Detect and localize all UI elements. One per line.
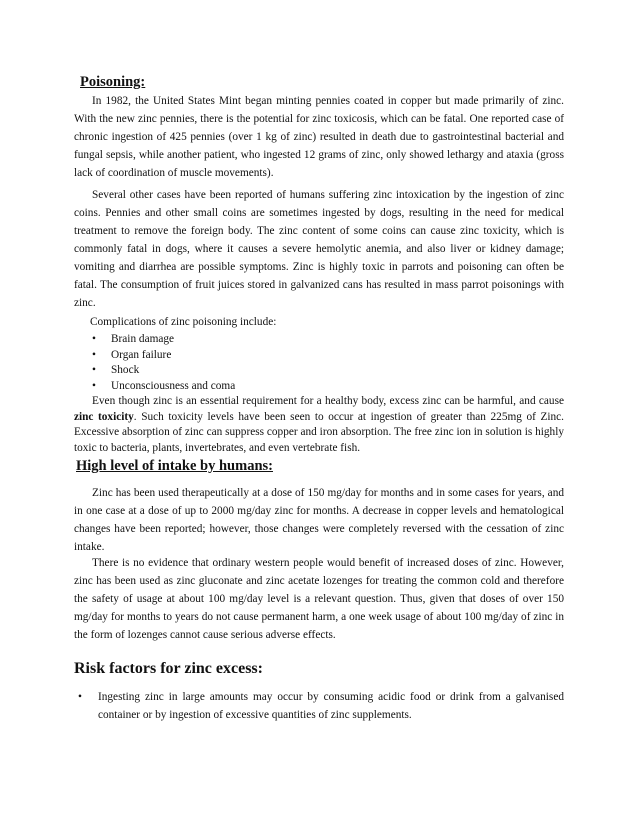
- bullet-icon: •: [92, 379, 96, 392]
- intake-paragraph-1: Zinc has been used therapeutically at a dose of 150 mg/day for months and in some cases for years, and in one case at a dose of up to 2000 mg/day zinc for months. A decrease in copper levels and hematological changes have been reported; however, those changes were completely reversed with the cessation of zinc intake.: [74, 487, 564, 553]
- list-item: • Unconsciousness and coma: [74, 379, 564, 395]
- complications-list: [74, 332, 564, 394]
- list-item: • Organ failure: [74, 348, 564, 364]
- list-item: • Shock: [74, 363, 564, 379]
- poisoning-paragraph-2: Several other cases have been reported of humans suffering zinc intoxication by the ingestion of zinc coins. Pennies and other small coins are sometimes ingested by dogs, resulting in the need for medical treatment to remove the foreign body. The zinc content of some coins can cause zinc toxicity, which is commonly fatal in dogs, where it causes a severe hemolytic anemia, and also liver or kidney damage; vomiting and diarrhea are possible symptoms. Zinc is highly toxic in parrots and poisoning can often be fatal. The consumption of fruit juices stored in galvanized cans has resulted in mass parrot poisonings with zinc.: [74, 189, 564, 309]
- list-item: • Ingesting zinc in large amounts may occur by consuming acidic food or drink from a galvanised container or by ingestion of excessive quantities of zinc supplements.: [74, 688, 564, 724]
- risk-list: [74, 688, 564, 724]
- poisoning-paragraph-3: Even though zinc is an essential requirement for a healthy body, excess zinc can be harmful, and cause zinc toxicity. Such toxicity levels have been seen to occur at ingestion of greater than 225mg of Zinc. Excessive absorption of zinc can suppress copper and iron absorption. The free zinc ion in solution is highly toxic to bacteria, plants, invertebrates, and even vertebrate fish.: [74, 395, 564, 454]
- intake-heading: High level of intake by humans:: [76, 458, 273, 474]
- bullet-icon: •: [92, 364, 96, 376]
- poisoning-paragraph-1: In 1982, the United States Mint began minting pennies coated in copper but made primarily of zinc. With the new zinc pennies, there is the potential for zinc toxicosis, which can be fatal. One reported case of chronic ingestion of 425 pennies (over 1 kg of zinc) resulted in death due to gastrointestinal bacterial and fungal sepsis, while another patient, who ingested 12 grams of zinc, only showed lethargy and ataxia (gross lack of coordination of muscle movements).: [74, 95, 564, 179]
- bullet-icon: •: [92, 348, 96, 361]
- complications-title: Complications of zinc poisoning include:: [90, 316, 277, 328]
- intake-paragraph-2: There is no evidence that ordinary western people would benefit of increased doses of zinc. However, zinc has been used as zinc gluconate and zinc acetate lozenges for treating the common cold and therefore the safety of usage at about 100 mg/day level is a relevant question. Thus, given that doses of over 150 mg/day for months to years do not cause permanent harm, a one week usage of about 100 mg/day of zinc in the form of lozenges cannot cause serious adverse effects.: [74, 557, 564, 641]
- risk-heading: Risk factors for zinc excess:: [74, 660, 263, 677]
- bullet-icon: •: [78, 691, 82, 703]
- bullet-icon: •: [92, 333, 96, 345]
- list-item: • Brain damage: [74, 332, 564, 348]
- zinc-toxicity-term: zinc toxicity: [74, 410, 134, 423]
- poisoning-heading: Poisoning:: [80, 74, 146, 90]
